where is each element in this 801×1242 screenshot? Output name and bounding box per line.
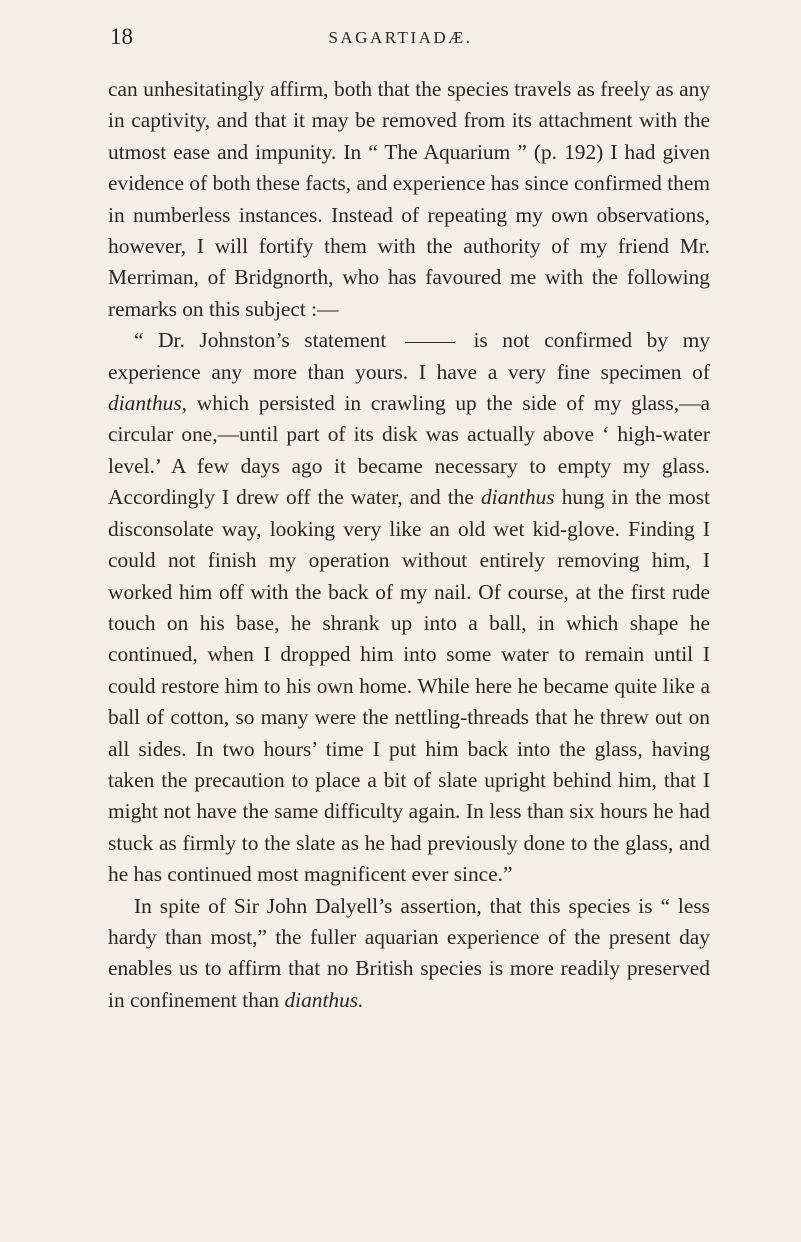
paragraph-1: can unhesitatingly affirm, both that the species travels as freely as any in captivity, and that it may be removed from its attachment with the utmost ease and impunity. In “ The Aquarium ” (p. 192) I had given evidence of both these facts, and experience has since confirmed them in numberless instances. Instead of repeating my own observations, however, I will fortify them with the authority of my friend Mr. Merriman, of Bridgnorth, who has favoured me with the following remarks on this subject :— [108, 77, 710, 321]
paragraph-3 [108, 891, 710, 1017]
body-text [108, 74, 710, 1016]
italic-dianthus-3: dianthus. [284, 987, 364, 1012]
paragraph-2-part-b: is not confirmed by my experience any more than yours. I have a very fine specimen of [108, 328, 710, 384]
page-number: 18 [110, 24, 133, 49]
paragraph-2-part-d: hung in the most disconsolate way, looking very like an old wet kid-glove. Finding I could not finish my operation without entirely removing him, I worked him off with the back of my nail. Of course, at the first rude touch on his base, he shrank up into a ball, in which shape he continued, when I dropped him into some water to remain until I could restore him to his own home. While here he became quite like a ball of cotton, so many were the nettling-threads that he threw out on all sides. In two hours’ time I put him back into the glass, having taken the precaution to place a bit of slate upright behind him, that I might not have the same difficulty again. In less than six hours he had stuck as firmly to the slate as he had previously done to the glass, and he has continued most magnificent ever since.” [108, 485, 710, 887]
em-dash-rule [405, 342, 455, 343]
paragraph-2 [108, 325, 710, 890]
paragraph-2-part-a: “ Dr. Johnston’s statement [134, 328, 387, 353]
running-title: SAGARTIADÆ. [328, 28, 473, 47]
paragraph-2-part-c: which persisted in crawling up the side of my glass,—a circular one,—until part of its disk was actually above ‘ high-water level.’ A few days ago it became necessary to empty my glass. Accordingly I drew off the water, and the [108, 391, 710, 510]
paragraph-3-part-a: In spite of Sir John Dalyell’s assertion, that this species is “ less hardy than most,” the fuller aquarian experience of the present day enables us to affirm that no British species is more readily preserved in confinement than [108, 893, 710, 1012]
running-head [0, 24, 801, 56]
italic-dianthus-2: dianthus [480, 485, 555, 510]
italic-dianthus-1: dianthus, [108, 391, 188, 416]
